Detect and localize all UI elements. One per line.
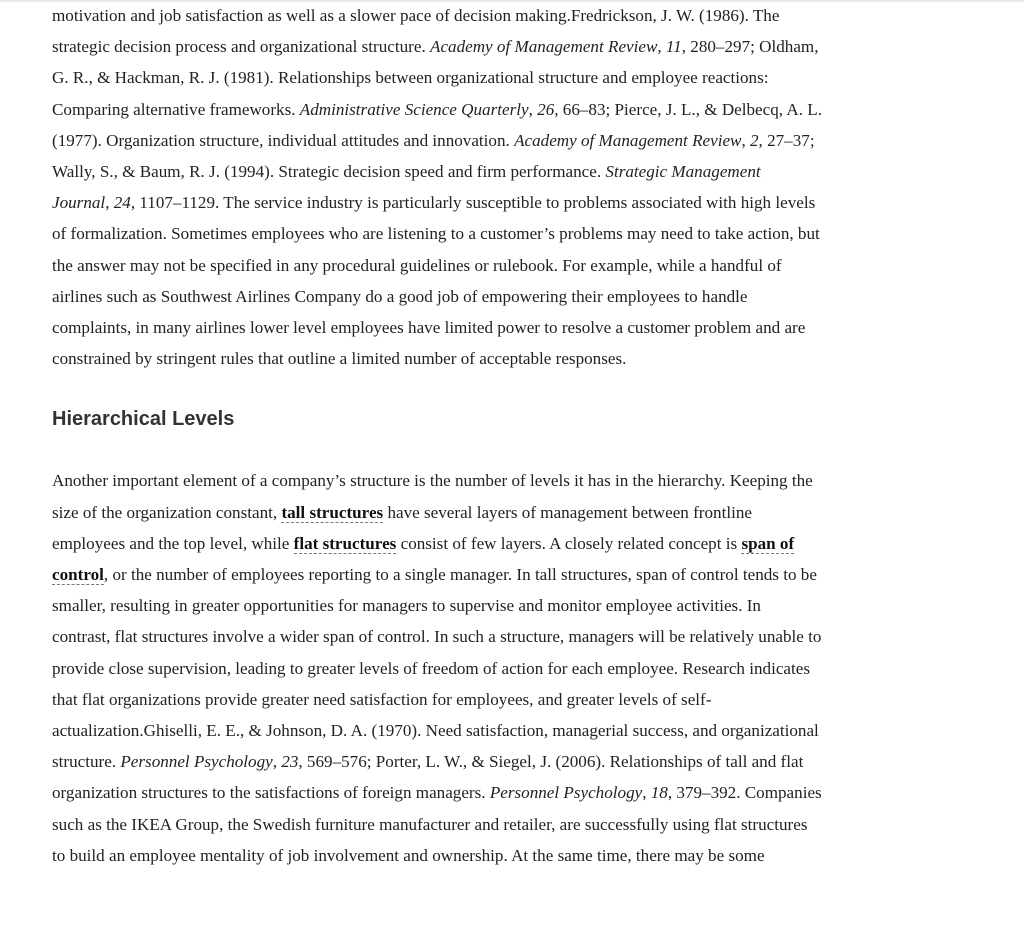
text-run: , 27–37; Wally, S., & Baum, R. J. (1994). Strategic decision speed and firm performance. bbox=[52, 130, 815, 182]
glossary-term-flat-structures[interactable]: flat structures bbox=[293, 533, 397, 553]
journal-volume: 24 bbox=[113, 193, 131, 213]
section-heading-hierarchical-levels: Hierarchical Levels bbox=[52, 408, 235, 431]
article-body bbox=[52, 0, 822, 871]
text-run: motivation and job satisfaction as well as a slower pace of decision making.Fredrickson, J. W. (1986). The strategic decision process and organizational structure. bbox=[52, 6, 780, 57]
journal-title: Personnel Psychology bbox=[120, 752, 273, 772]
paragraph-formalization bbox=[52, 0, 822, 374]
text-run: , bbox=[528, 99, 538, 119]
text-run: , bbox=[105, 193, 114, 213]
journal-title: Strategic Management Journal bbox=[52, 162, 761, 213]
journal-title: Academy of Management Review bbox=[430, 37, 658, 57]
journal-volume: 2 bbox=[749, 130, 759, 150]
journal-volume: 23 bbox=[281, 752, 299, 772]
glossary-term-span-of-control[interactable]: span of control bbox=[52, 533, 795, 585]
text-run: , 1107–1129. The service industry is particularly susceptible to problems associated with high levels of formalization. Sometimes employees who are listening to a customer’s problems may need to take action, but the answer may not be specified in any procedural guidelines or rulebook. For example, while a handful of airlines such as Southwest Airlines Company do a good job of empowering their employees to handle complaints, in many airlines lower level employees have limited power to resolve a customer problem and are constrained by stringent rules that outline a limited number of acceptable responses. bbox=[52, 193, 820, 369]
text-run: have several layers of management between frontline employees and the top level, while bbox=[52, 502, 752, 553]
text-run: , 280–297; Oldham, G. R., & Hackman, R. J. (1981). Relationships between organizational structure and employee reactions: Comparing alternative frameworks. bbox=[52, 37, 819, 119]
journal-volume: 26 bbox=[537, 99, 555, 119]
text-run: , bbox=[741, 130, 750, 150]
glossary-term-tall-structures[interactable]: tall structures bbox=[281, 502, 384, 522]
journal-title: Administrative Science Quarterly bbox=[299, 99, 529, 119]
text-run: consist of few layers. A closely related concept is bbox=[396, 533, 742, 553]
text-run: , 379–392. Companies such as the IKEA Group, the Swedish furniture manufacturer and retailer, are successfully using flat structures to build an employee mentality of job involvement and ownership. At the same time, there may be some bbox=[52, 783, 822, 865]
text-run: , bbox=[642, 783, 651, 803]
journal-title: Personnel Psychology bbox=[489, 783, 643, 803]
journal-volume: 11 bbox=[665, 37, 682, 57]
text-run: , bbox=[657, 37, 666, 57]
paragraph-hierarchical-levels bbox=[52, 465, 822, 871]
text-run: Another important element of a company’s structure is the number of levels it has in the hierarchy. Keeping the size of the organization constant, bbox=[52, 471, 813, 522]
journal-title: Academy of Management Review bbox=[514, 130, 742, 150]
text-run: , 66–83; Pierce, J. L., & Delbecq, A. L. (1977). Organization structure, individual attitudes and innovation. bbox=[52, 99, 822, 150]
text-run: , 569–576; Porter, L. W., & Siegel, J. (2006). Relationships of tall and flat organization structures to the satisfactions of foreign managers. bbox=[52, 752, 804, 803]
text-run: , bbox=[272, 752, 282, 772]
text-run: , or the number of employees reporting to a single manager. In tall structures, span of control tends to be smaller, resulting in greater opportunities for managers to supervise and monitor employee activities. In contrast, flat structures involve a wider span of control. In such a structure, managers will be relatively unable to provide close supervision, leading to greater levels of freedom of action for each employee. Research indicates that flat organizations provide greater need satisfaction for employees, and greater levels of self-actualization.Ghiselli, E. E., & Johnson, D. A. (1970). Need satisfaction, managerial success, and organizational structure. bbox=[52, 565, 822, 772]
journal-volume: 18 bbox=[650, 783, 668, 803]
